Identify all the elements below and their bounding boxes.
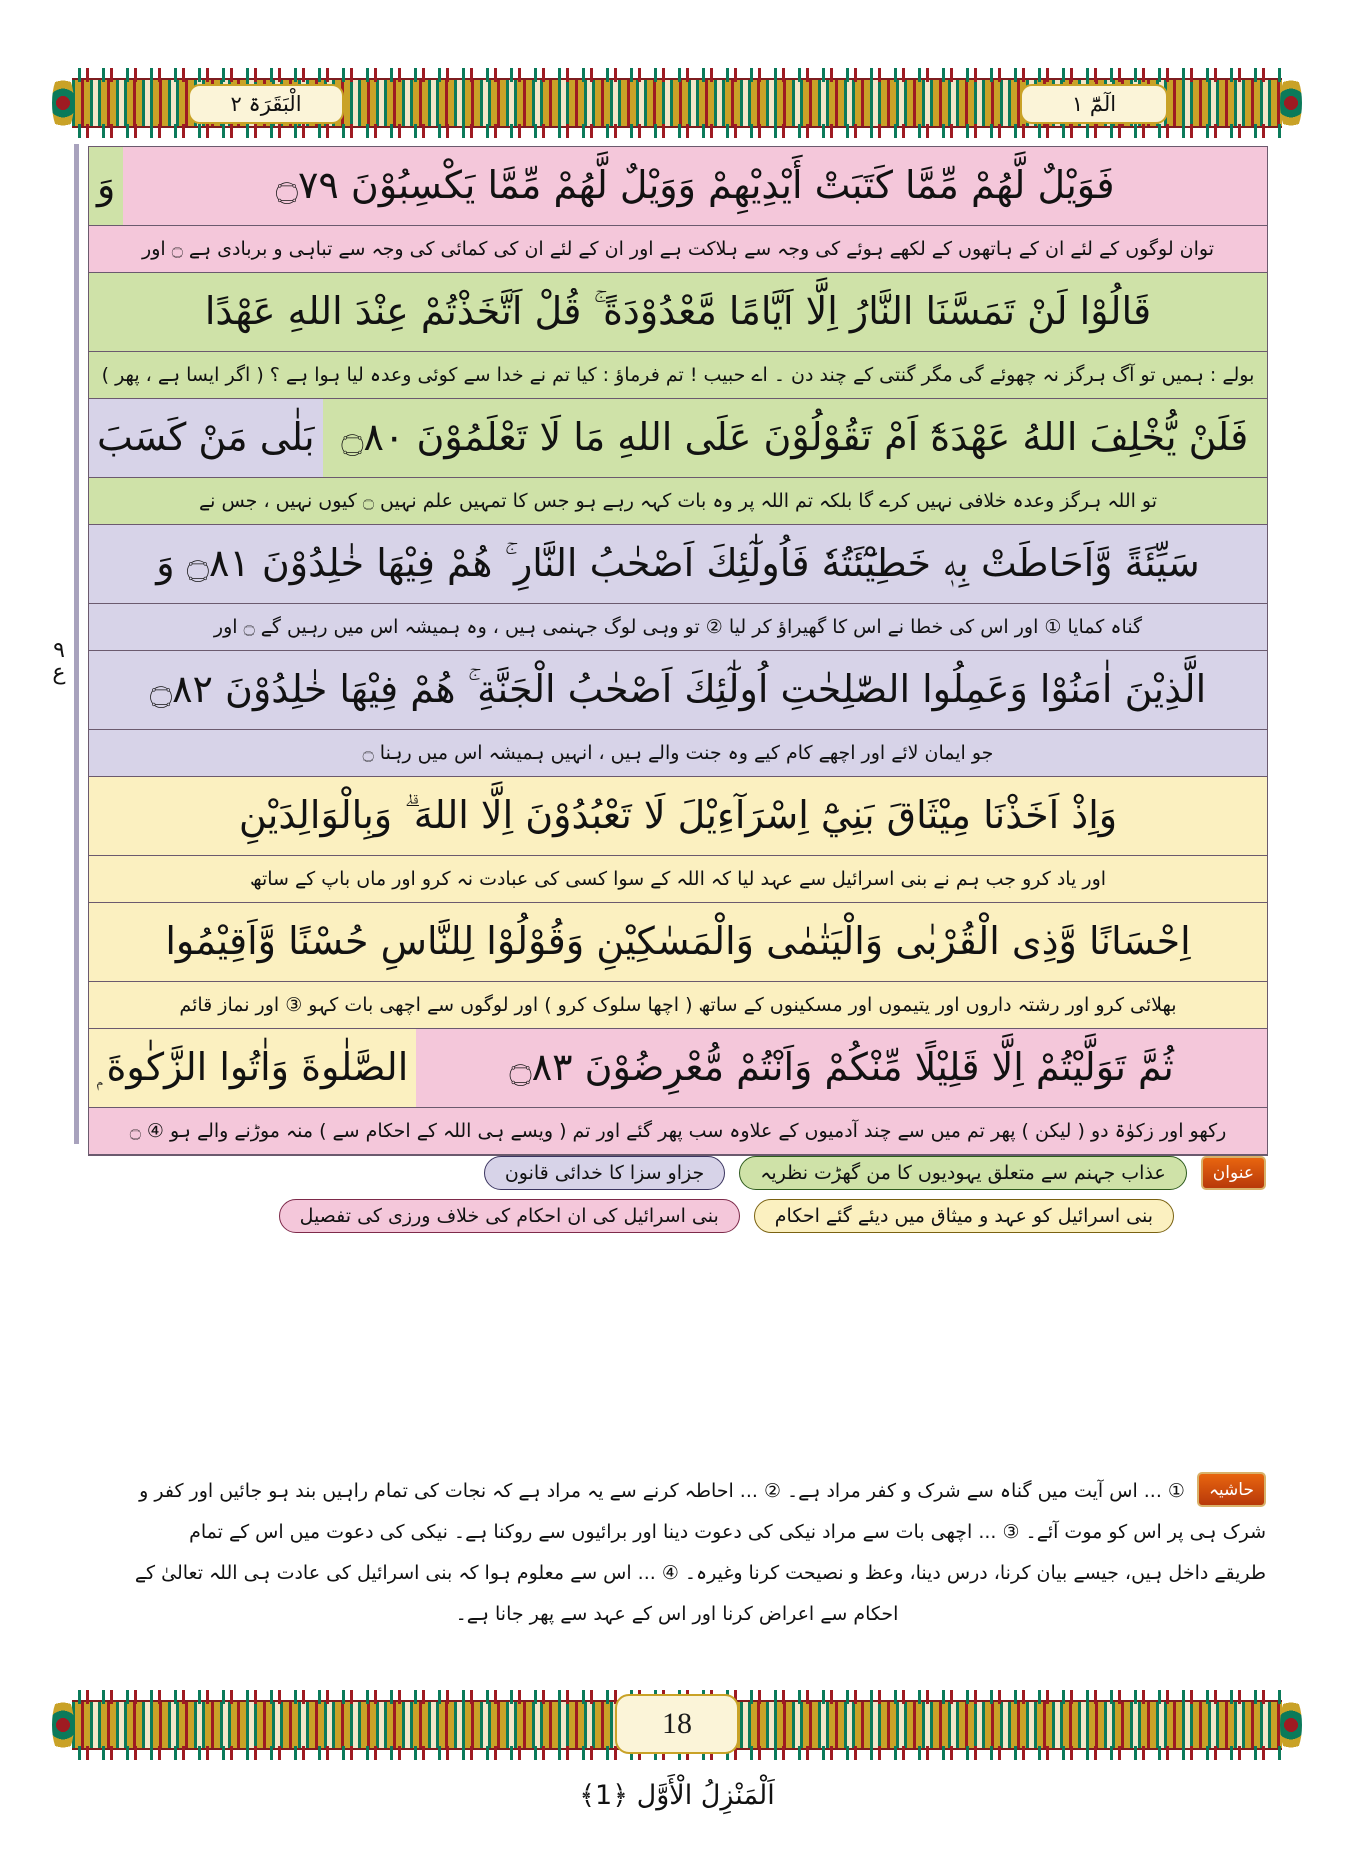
surah-cartouche: الْبَقَرَۃ ٢ xyxy=(188,84,344,124)
arabic-text-continuation: وَ xyxy=(89,147,123,225)
arabic-text-continuation: بَلٰى مَنْ كَسَبَ xyxy=(89,399,323,477)
arabic-row xyxy=(89,903,1267,982)
topic-badge: بنی اسرائیل کو عہد و میثاق میں دیئے گئے احکام xyxy=(754,1199,1174,1233)
arabic-text: اِحْسَانًا وَّذِى الْقُرْبٰى وَالْيَتٰمٰى وَالْمَسٰكِيْنِ وَقُوْلُوْا لِلنَّاسِ حُسْنًا وَّاَقِيْمُوا xyxy=(89,903,1267,981)
topic-badge: عذاب جہنم سے متعلق یہودیوں کا من گھڑت نظریہ xyxy=(739,1156,1187,1190)
ruku-marker xyxy=(42,640,76,684)
arabic-row xyxy=(89,777,1267,856)
topic-badge: جزاو سزا کا خدائی قانون xyxy=(484,1156,725,1190)
ornament-spikes-upper xyxy=(72,68,1282,82)
urdu-translation: توان لوگوں کے لئے ان کے ہاتھوں کے لکھے ہوئے کی وجہ سے ہلاکت ہے اور ان کے لئے ان کی کمائی کی وجہ سے تباہی و بربادی ہے ۝ اور xyxy=(89,226,1267,272)
arabic-row xyxy=(89,399,1267,478)
urdu-row xyxy=(89,604,1267,651)
urdu-row xyxy=(89,478,1267,525)
urdu-row xyxy=(89,1108,1267,1155)
topic-badges xyxy=(88,1156,1266,1242)
arabic-row xyxy=(89,147,1267,226)
topic-row xyxy=(88,1156,1266,1190)
arabic-text: وَاِذْ اَخَذْنَا مِيْثَاقَ بَنِيْٓ اِسْرَآءِيْلَ لَا تَعْبُدُوْنَ اِلَّا اللهَ ۗ وَبِالْوَالِدَيْنِ xyxy=(89,777,1267,855)
footnote-line: شرک ہی پر اس کو موت آئے۔ ③ ... اچھی بات سے مراد نیکی کی دعوت دینا اور برائیوں سے روکنا ہے۔ نیکی کی دعوت میں اس کے تمام xyxy=(189,1520,1266,1543)
arabic-row xyxy=(89,525,1267,604)
arabic-text: فَوَيْلٌ لَّهُمْ مِّمَّا كَتَبَتْ أَيْدِيْهِمْ وَوَيْلٌ لَّهُمْ مِّمَّا يَكْسِبُوْنَ ۝٧٩ xyxy=(123,147,1267,225)
footnote-section xyxy=(88,1472,1266,1634)
hashiya-tag: حاشیہ xyxy=(1197,1472,1266,1507)
arabic-text: الَّذِيْنَ اٰمَنُوْا وَعَمِلُوا الصّٰلِحٰتِ اُولٰٓئِكَ اَصْحٰبُ الْجَنَّةِ ۚ هُمْ فِيْهَا خٰلِدُوْنَ ۝٨٢ xyxy=(89,651,1267,729)
footnote-line: طریقے داخل ہیں، جیسے بیان کرنا، درس دینا، وعظ و نصیحت کرنا وغیرہ۔ ④ ... اس سے معلوم ہوا کہ بنی اسرائیل کی عادت ہی اللہ تعالیٰ کے xyxy=(134,1561,1266,1584)
arabic-text: قَالُوْا لَنْ تَمَسَّنَا النَّارُ اِلَّا اَيَّامًا مَّعْدُوْدَةً ۚ قُلْ اَتَّخَذْتُمْ عِنْدَ اللهِ عَهْدًا xyxy=(89,273,1267,351)
urdu-translation: اور یاد کرو جب ہم نے بنی اسرائیل سے عہد لیا کہ اللہ کے سوا کسی کی عبادت نہ کرو اور ماں باپ کے ساتھ xyxy=(89,856,1267,902)
footnote-line: احکام سے اعراض کرنا اور اس کے عہد سے پھر جانا ہے۔ xyxy=(455,1602,899,1625)
topic-row xyxy=(88,1199,1266,1233)
arabic-row xyxy=(89,651,1267,730)
arabic-text: ثُمَّ تَوَلَّيْتُمْ اِلَّا قَلِيْلًا مِّنْكُمْ وَاَنْتُمْ مُّعْرِضُوْنَ ۝٨٣ xyxy=(416,1029,1267,1107)
urdu-row xyxy=(89,730,1267,777)
arabic-text-continuation: الصَّلٰوةَ وَاٰتُوا الزَّكٰوةَ ۭ xyxy=(89,1029,416,1107)
urdu-row xyxy=(89,226,1267,273)
urdu-row xyxy=(89,352,1267,399)
manzil-label: اَلْمَنْزِلُ الْأَوَّل ﴿1﴾ xyxy=(579,1780,775,1811)
footnote-line: ① ... اس آیت میں گناہ سے شرک و کفر مراد ہے۔ ② ... احاطہ کرنے سے یہ مراد ہے کہ نجات کی تمام راہیں بند ہو جائیں اور کفر و xyxy=(139,1480,1185,1502)
urdu-translation: جو ایمان لائے اور اچھے کام کیے وہ جنت والے ہیں ، انہیں ہمیشہ اس میں رہنا ۝ xyxy=(89,730,1267,776)
urdu-translation: بولے : ہمیں تو آگ ہرگز نہ چھوئے گی مگر گنتی کے چند دن ۔ اے حبیب ! تم فرماؤ : کیا تم نے خدا سے کوئی وعدہ لیا ہوا ہے ؟ ( اگر ایسا ہے ، پھر ) xyxy=(89,352,1267,398)
arabic-text: فَلَنْ يُّخْلِفَ اللهُ عَهْدَهٗٓ اَمْ تَقُوْلُوْنَ عَلَى اللهِ مَا لَا تَعْلَمُوْنَ ۝٨٠ xyxy=(323,399,1267,477)
arabic-row xyxy=(89,1029,1267,1108)
arabic-row xyxy=(89,273,1267,352)
ruku-ain-icon: ع xyxy=(52,660,66,685)
arabic-text: سَيِّئَةً وَّاَحَاطَتْ بِهٖ خَطِيْٓئَتُهٗ فَاُولٰٓئِكَ اَصْحٰبُ النَّارِ ۚ هُمْ فِيْهَا خٰلِدُوْنَ ۝٨١ وَ xyxy=(89,525,1267,603)
page-number: 18 xyxy=(615,1694,739,1754)
ornament-spikes-lower xyxy=(72,124,1282,138)
ruku-number: ٩ xyxy=(53,638,65,663)
urdu-row xyxy=(89,982,1267,1029)
unwan-tag: عنوان xyxy=(1201,1156,1266,1190)
juz-cartouche: الٓمّٓ ١ xyxy=(1020,84,1168,124)
urdu-row xyxy=(89,856,1267,903)
topic-badge: بنی اسرائیل کی ان احکام کی خلاف ورزی کی تفصیل xyxy=(279,1199,740,1233)
verse-block xyxy=(88,146,1268,1156)
urdu-translation: بھلائی کرو اور رشتہ داروں اور یتیموں اور مسکینوں کے ساتھ ( اچھا سلوک کرو ) اور لوگوں سے اچھی بات کہو ③ اور نماز قائم xyxy=(89,982,1267,1028)
urdu-translation: گناہ کمایا ① اور اس کی خطا نے اس کا گھیراؤ کر لیا ② تو وہی لوگ جہنمی ہیں ، وہ ہمیشہ اس میں رہیں گے ۝ اور xyxy=(89,604,1267,650)
urdu-translation: تو اللہ ہرگز وعدہ خلافی نہیں کرے گا بلکہ تم اللہ پر وہ بات کہہ رہے ہو جس کا تمہیں علم نہیں ۝ کیوں نہیں ، جس نے xyxy=(89,478,1267,524)
urdu-translation: رکھو اور زکوٰۃ دو ( لیکن ) پھر تم میں سے چند آدمیوں کے علاوہ سب پھر گئے اور تم ( ویسے ہی اللہ کے احکام سے ) منہ موڑنے والے ہو ④ ۝ xyxy=(89,1108,1267,1154)
